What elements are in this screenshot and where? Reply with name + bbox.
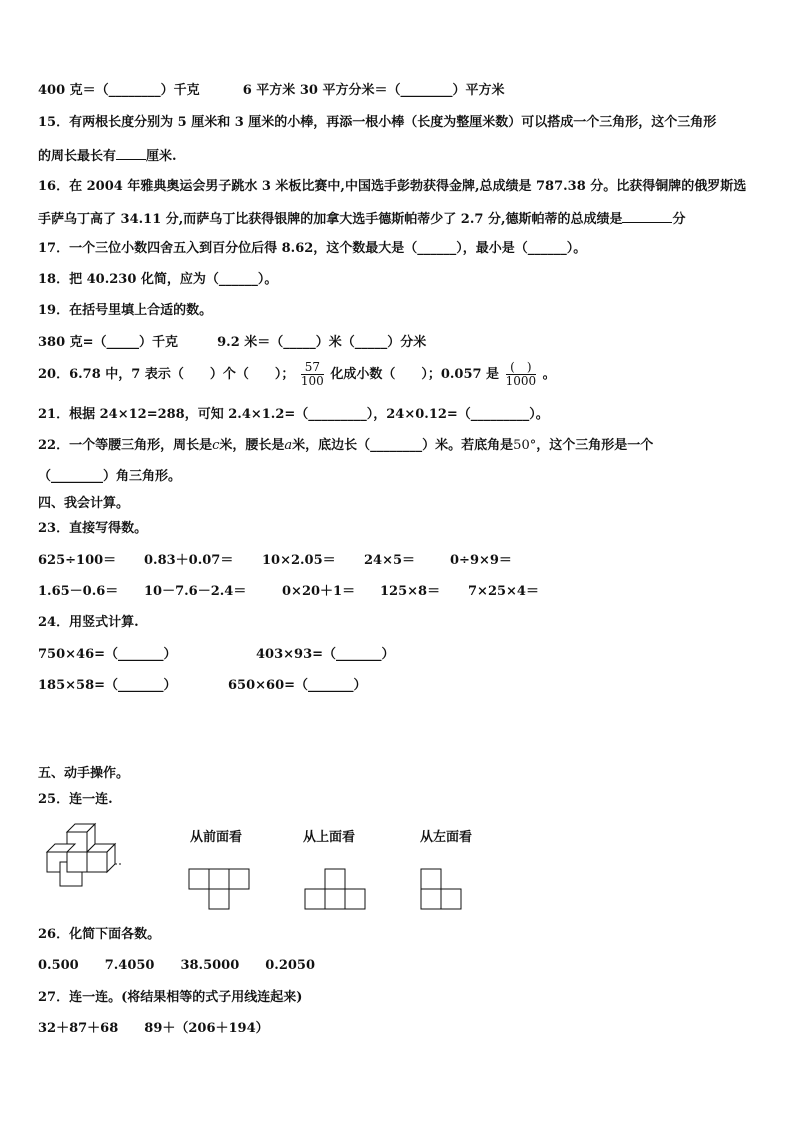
calc-item: 10×2.05＝ [262,553,336,568]
question-26: 26．化简下面各数。 [38,927,161,942]
section-4-title: 四、我会计算。 [38,496,130,511]
calc-item: 0×20＋1＝ [282,584,356,599]
question-24: 24．用竖式计算. [38,615,139,630]
view-top-label: 从上面看 [303,830,356,845]
line-unit-conversion [38,83,504,99]
section-5-title: 五、动手操作。 [38,766,130,781]
question-25: 25．连一连. [38,792,113,807]
question-15-line1: 15．有两根长度分别为 5 厘米和 3 厘米的小棒，再添一根小棒（长度为整厘米数）可以搭成一个三角形，这个三角形 [38,115,717,130]
question-26-values: 0.500 7.4050 38.5000 0.2050 [38,958,316,973]
question-19: 19．在括号里填上合适的数。 [38,303,213,318]
question-24-row2: 185×58=（_______） 650×60=（_______） [38,678,367,693]
question-21: 21．根据 24×12=288，可知 2.4×1.2=（_________），24×0.12=（_________）。 [38,407,549,422]
question-22-line1: 22．一个等腰三角形，周长是c米，腰长是a米，底边长（________）米。若底角是50°，这个三角形是一个 [38,438,654,453]
answer-blank[interactable] [622,210,672,223]
calc-item: 24×5＝ [364,553,416,568]
view-front-label: 从前面看 [190,830,243,845]
fraction-57-100: $\frac{57}{100}$ [300,360,324,388]
question-27-items: 32＋87＋68 89＋（206＋194） [38,1021,269,1036]
calc-item: 7×25×4＝ [468,584,539,599]
question-20: 20．6.78 中，7 表示（ ）个（ ）； $\frac{57}{100}$ 化成小数（ ）；0.057 是 $\frac{( )}{1000}$ 。 [38,360,556,388]
question-15-line2: 的周长最长有 厘米. [38,149,177,164]
question-17: 17．一个三位小数四舍五入到百分位后得 8.62，这个数最大是（______），最小是（______）。 [38,241,587,256]
shape-view-c [420,868,470,912]
fraction-blank-1000: $\frac{( )}{1000}$ [505,360,537,388]
calc-item: 0.83＋0.07＝ [144,553,234,568]
calc-item: 1.65－0.6＝ [38,584,119,599]
view-left-label: 从左面看 [420,830,473,845]
question-22-line2: （________）角三角形。 [38,469,182,484]
question-27: 27．连一连。(将结果相等的式子用线连起来) [38,990,303,1005]
conv-area: 6 平方米 30 平方分米＝（________）平方米 [242,83,505,98]
conv-grams: 400 克＝（________）千克 [38,83,200,98]
calc-item: 125×8＝ [380,584,441,599]
question-19-items: 380 克=（_____）千克 9.2 米＝（_____）米（_____）分米 [38,335,427,350]
question-18: 18．把 40.230 化简，应为（______）。 [38,272,278,287]
question-23: 23．直接写得数。 [38,521,148,536]
question-16-line2: 手萨乌丁高了 34.11 分,而萨乌丁比获得银牌的加拿大选手德斯帕蒂少了 2.7 分,德斯帕蒂的总成绩是 分 [38,212,686,227]
calc-item: 10－7.6－2.4＝ [144,584,247,599]
question-24-row1: 750×46=（_______） 403×93=（_______） [38,647,395,662]
shape-view-a [188,868,252,912]
answer-blank[interactable] [116,147,146,160]
question-16-line1: 16．在 2004 年雅典奥运会男子跳水 3 米板比赛中,中国选手彭勃获得金牌,总成绩是 787.38 分。比获得铜牌的俄罗斯选 [38,179,747,194]
cube-stack-figure [40,822,130,892]
calc-item: 625÷100＝ [38,553,117,568]
shape-view-b [304,868,368,912]
calc-item: 0÷9×9＝ [450,553,512,568]
